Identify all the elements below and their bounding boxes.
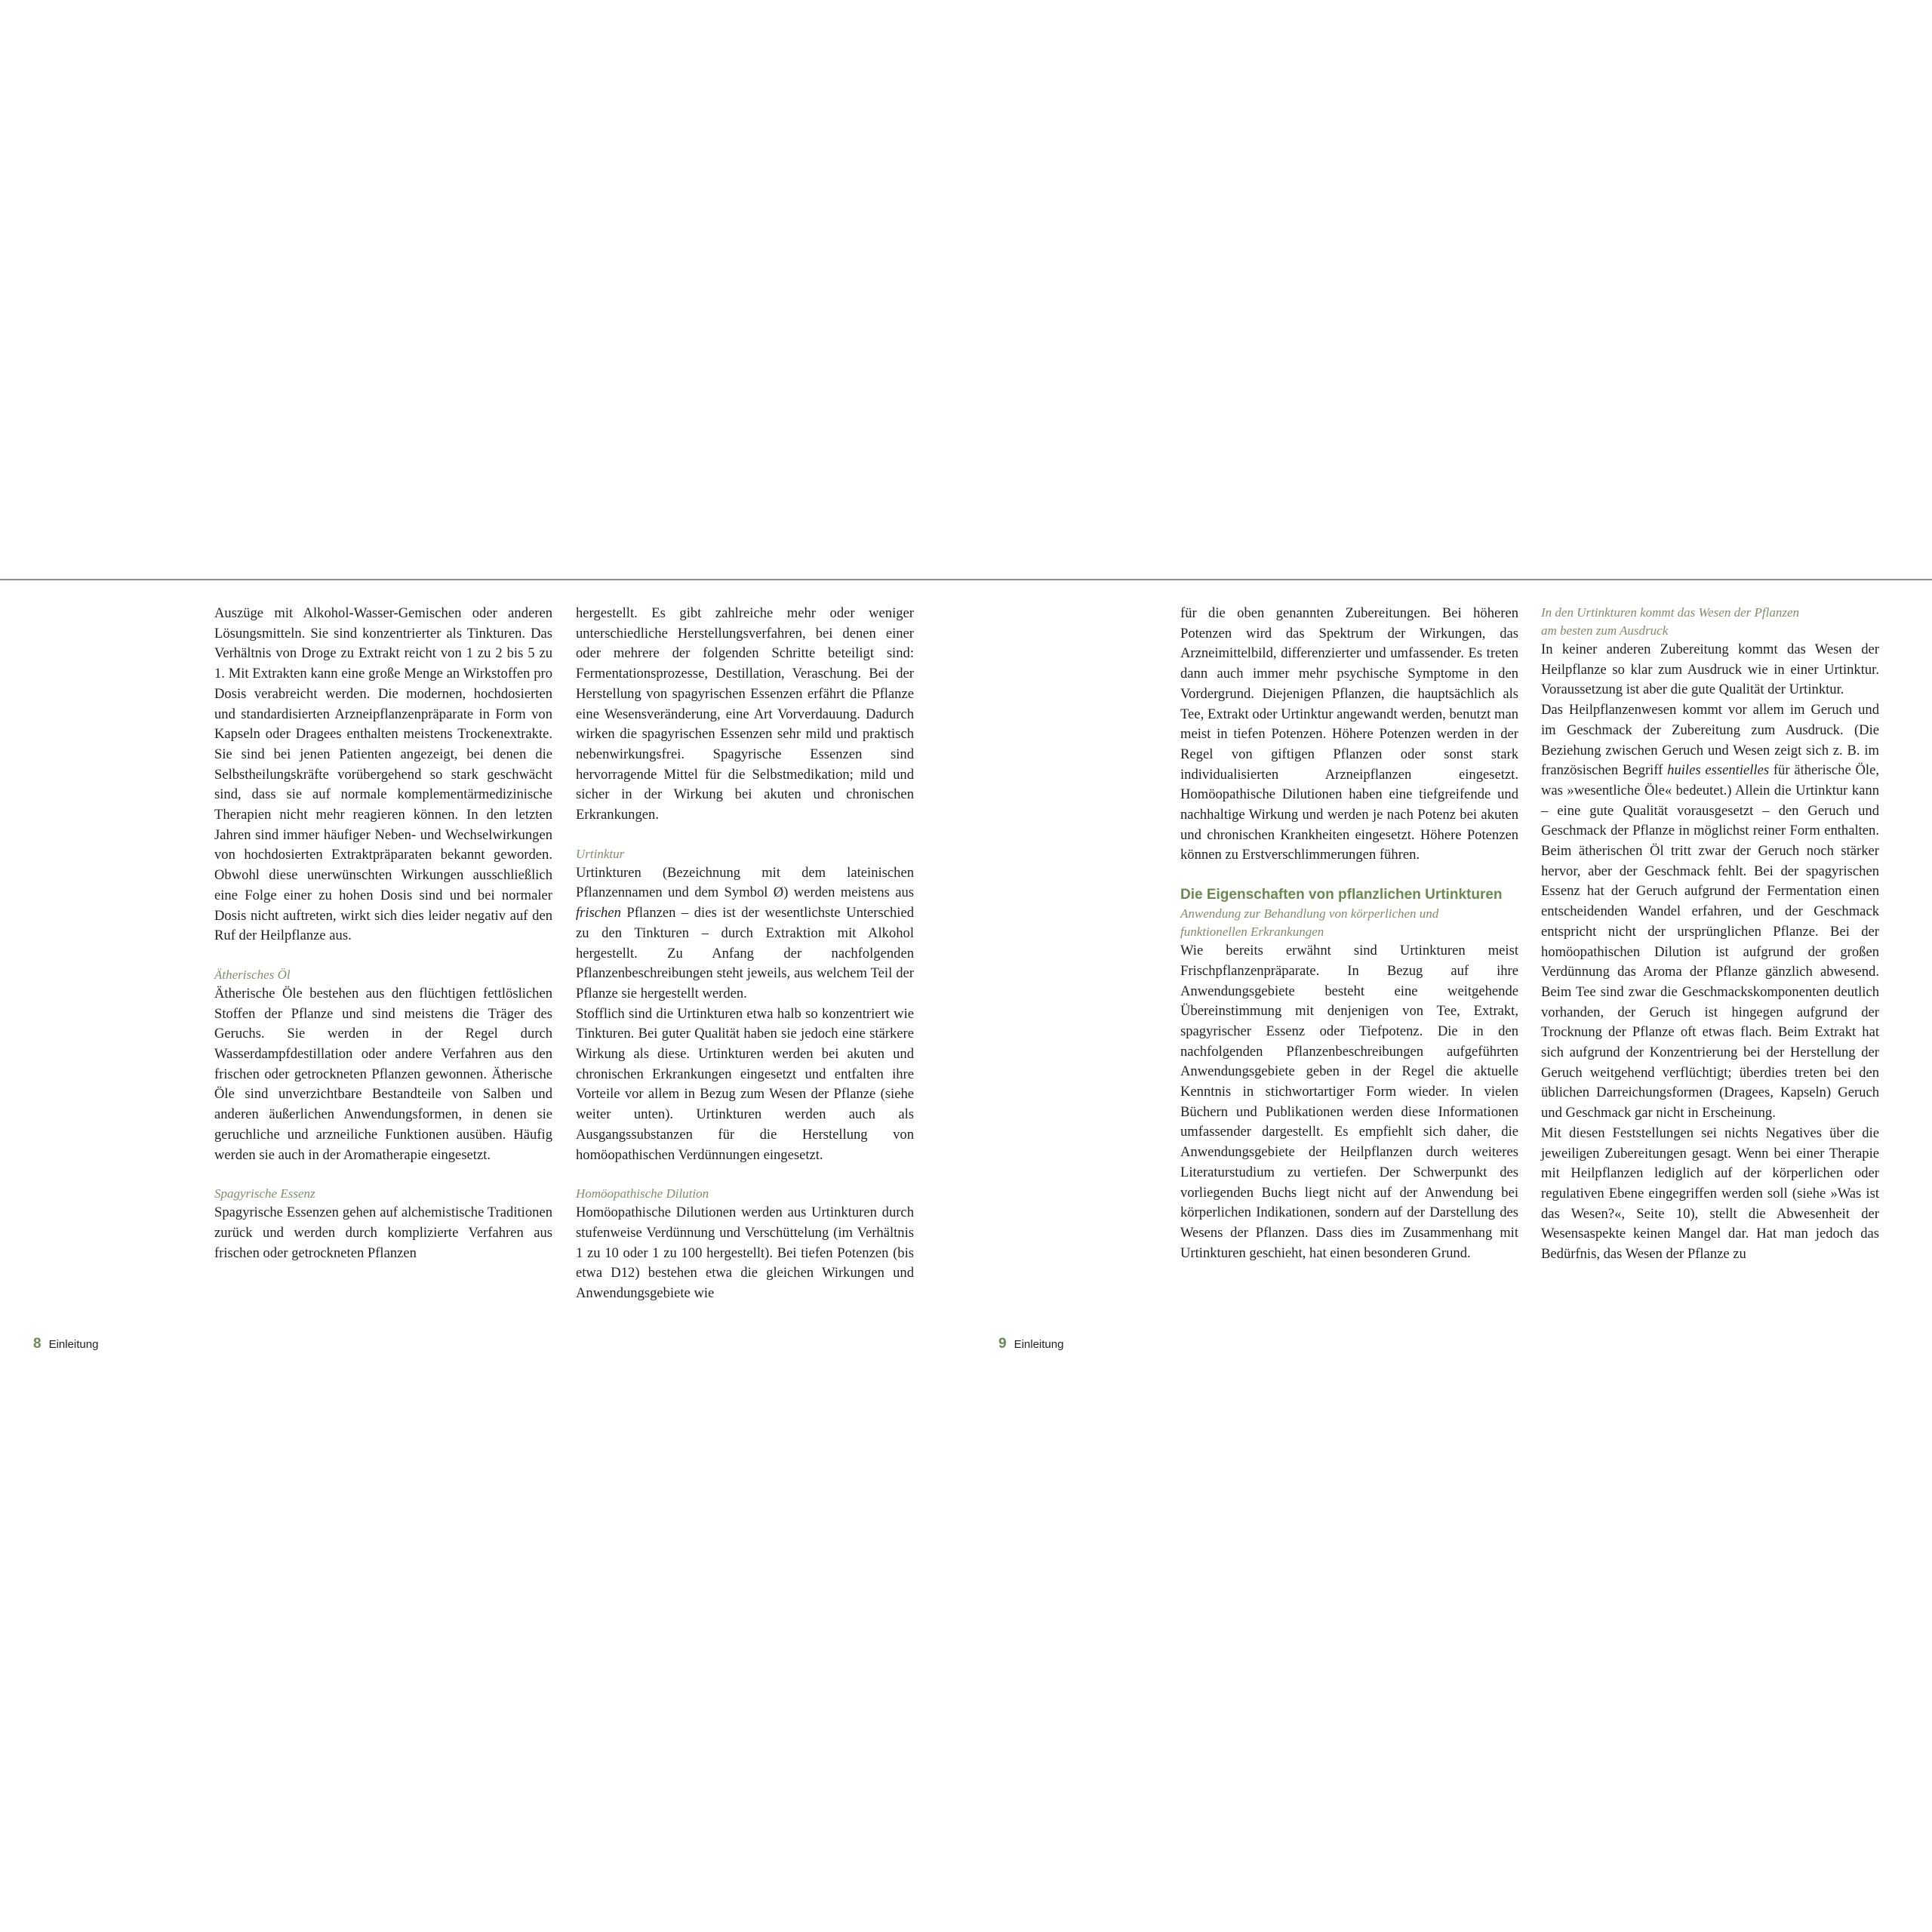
paragraph: Stofflich sind die Urtinkturen etwa halb so konzentriert wie Tinkturen. Bei guter Qualität haben sie jedoch eine stärkere Wirkung als diese. Urtinkturen werden bei akuten und chronischen Erkrankungen eingesetzt und entfalten ihre Vorteile vor allem in Bezug zum Wesen der Pflanze (siehe weiter unten). Urtinkturen werden auch als Ausgangssubstanzen für die Herstellung von homöopathischen Verdünnungen eingesetzt. (576, 1005, 914, 1163)
paragraph: Mit diesen Feststellungen sei nichts Negatives über die jeweiligen Zubereitungen gesagt. Wenn bei einer Therapie mit Heilpflanzen lediglich auf der körperlichen oder regulativen Ebene eingegriffen werden soll (siehe »Was ist das Wesen?«, Seite 10), stellt die Abwesenheit der Wesensaspekte keinen Mangel dar. Hat man jedoch das Bedürfnis, das Wesen der Pflanze zu (1541, 1124, 1879, 1263)
paragraph: Ätherische Öle bestehen aus den flüchtigen fettlöslichen Stoffen der Pflanze und sind meistens die Träger des Geruchs. Sie werden in der Regel durch Wasserdampfdestillation oder andere Verfahren aus den frischen oder getrockneten Pflanzen gewonnen. Ätherische Öle sind unverzichtbare Bestandteile von Salben und anderen äußerlichen Anwendungsformen, in denen sie geruchliche und arzneiliche Funktionen ausüben. Häufig werden sie auch in der Aromatherapie eingesetzt. (214, 985, 552, 1163)
paragraph: In keiner anderen Zubereitung kommt das Wesen der Heilpflanze so klar zum Ausdruck wie in einer Urtinktur. Voraussetzung ist aber die gute Qualität der Urtinktur. (1541, 641, 1879, 698)
subheading-line: am besten zum Ausdruck (1541, 623, 1669, 638)
page-number: 9 (998, 1336, 1007, 1352)
paragraph: Urtinkturen (Bezeichnung mit dem lateinischen Pflanzennamen und dem Symbol Ø) werden meistens aus frischen Pflanzen – dies ist der wesentlichste Unterschied zu den Tinkturen – durch Extraktion mit Alkohol hergestellt. Zu Anfang der nachfolgenden Pflanzenbeschreibungen steht jeweils, aus welchem Teil der Pflanze sie hergestellt werden. (576, 864, 914, 1001)
left-page-footer (33, 1337, 98, 1352)
page-number: 8 (33, 1336, 42, 1352)
right-page-column-2 (1541, 604, 1879, 1265)
subheading-urtinktur: Urtinktur (576, 846, 625, 861)
paragraph: Auszüge mit Alkohol-Wasser-Gemischen oder anderen Lösungsmitteln. Sie sind konzentrierter als Tinkturen. Das Verhältnis von Droge zu Extrakt reicht von 1 zu 2 bis 5 zu 1. Mit Extrakten kann eine große Menge an Wirkstoffen pro Dosis verabreicht werden. Die modernen, hochdosierten und standardisierten Arzneipflanzenpräparate in Form von Kapseln oder Dragees enthalten meistens Trockenextrakte. Sie sind bei jenen Patienten angezeigt, bei denen die Selbstheilungskräfte vorübergehend so stark geschwächt sind, dass sie auf normale komplementärmedizinische Therapien nicht mehr reagieren können. In den letzten Jahren sind immer häufiger Neben- und Wechselwirkungen von hochdosierten Extraktpräparaten bekannt geworden. Obwohl diese unerwünschten Wirkungen ausschließlich eine Folge einer zu hohen Dosis sind und bei normaler Dosis nicht auftreten, wirkt sich dies leider negativ auf den Ruf der Heilpflanze aus. (214, 605, 552, 944)
subheading-homoeopathische-dilution: Homöopathische Dilution (576, 1186, 709, 1201)
paragraph: für die oben genannten Zubereitungen. Bei höheren Potenzen wird das Spektrum der Wirkungen, das Arzneimittelbild, differenzierter und umfassender. Es treten dann auch immer mehr psychische Symptome in den Vordergrund. Diejenigen Pflanzen, die hauptsächlich als Tee, Extrakt oder Urtinktur angewandt werden, benutzt man meist in tiefen Potenzen. Höhere Potenzen werden in der Regel von giftigen Pflanzen oder sonst stark individualisierten Arzneipflanzen eingesetzt. Homöopathische Dilutionen haben eine tiefgreifende und nachhaltige Wirkung und werden je nach Potenz bei akuten und chronischen Krankheiten eingesetzt. Höhere Potenzen können zu Erstverschlimmerungen führen. (1180, 605, 1518, 863)
paragraph: Spagyrische Essenzen gehen auf alchemistische Traditionen zurück und werden durch komplizierte Verfahren aus frischen oder getrockneten Pflanzen (214, 1204, 552, 1261)
right-page-column-1 (1180, 604, 1518, 1263)
subheading-spagyrische-essenz: Spagyrische Essenz (214, 1186, 315, 1201)
paragraph: Das Heilpflanzenwesen kommt vor allem im Geruch und im Geschmack der Zubereitung zum Ausdruck. (Die Beziehung zwischen Geruch und Wesen zeigt sich z. B. im französischen Begriff huiles essentielles für ätherische Öle, was »wesentliche Öle« bedeutet.) Allein die Urtinktur kann – eine gute Qualität vorausgesetzt – den Geruch und Geschmack der Pflanze in möglichst reiner Form enthalten. Beim ätherischen Öl tritt zwar der Geruch noch stärker hervor, aber der Geschmack fehlt. Bei der spagyrischen Essenz hat der Geruch aufgrund der Fermentation einen entscheidenden Wandel erfahren, und der Geschmack entspricht nicht der ursprünglichen Pflanze. Bei der homöopathischen Dilution ist aufgrund der großen Verdünnung das Aroma der Pflanze gänzlich abwesend. Beim Tee sind zwar die Geschmackskomponenten deutlich vorhanden, der Geruch ist hingegen aufgrund der Trocknung der Pflanze oft etwas flach. Beim Extrakt hat sich aufgrund der Konzentrierung bei der Herstellung der Geruch weitgehend verflüchtigt; überdies treten bei den üblichen Darreichungsformen (Dragees, Kapseln) Geruch und Geschmack gar nicht in Erscheinung. (1541, 702, 1879, 1121)
paragraph: Wie bereits erwähnt sind Urtinkturen meist Frischpflanzenpräparate. In Bezug auf ihre Anwendungsgebiete besteht eine weitgehende Übereinstimmung mit denjenigen von Tee, Extrakt, spagyrischer Essenz oder Tiefpotenz. Die in den nachfolgenden Pflanzenbeschreibungen aufgeführten Anwendungsgebiete geben in der Regel die aktuelle Kenntnis in stichwortartiger Form wieder. In vielen Büchern und Publikationen werden diese Informationen umfassender dargestellt. Es empfiehlt sich daher, die Anwendungsgebiete der Heilpflanzen durch weiteres Literaturstudium zu vertiefen. Der Schwerpunkt des vorliegenden Buchs liegt nicht auf der Anwendung bei körperlichen Indikationen, sondern auf der Darstellung des Wesens der Pflanzen. Dass dies im Zusammenhang mit Urtinkturen geschieht, hat einen besonderen Grund. (1180, 943, 1518, 1261)
section-heading: Die Eigenschaften von pflanzlichen Urtinkturen (1180, 887, 1503, 903)
subheading-line: In den Urtinkturen kommt das Wesen der Pflanzen (1541, 605, 1799, 620)
subheading-line: Anwendung zur Behandlung von körperlichen und (1180, 906, 1439, 921)
left-page-column-1 (214, 604, 552, 1263)
paragraph: hergestellt. Es gibt zahlreiche mehr oder weniger unterschiedliche Herstellungsverfahren, bei denen einer oder mehrere der folgenden Schritte beteiligt sind: Fermentationsprozesse, Destillation, Veraschung. Bei der Herstellung von spagyrischen Essenzen erfährt die Pflanze eine Wesensveränderung, eine Art Vorverdauung. Dadurch wirken die spagyrischen Essenzen sehr mild und praktisch nebenwirkungsfrei. Spagyrische Essenzen sind hervorragende Mittel für die Selbstmedikation; mild und sicher in der Wirkung bei akuten und chronischen Erkrankungen. (576, 605, 914, 823)
paragraph: Homöopathische Dilutionen werden aus Urtinkturen durch stufenweise Verdünnung und Verschüttelung (im Verhältnis 1 zu 10 oder 1 zu 100 hergestellt). Bei tiefen Potenzen (bis etwa D12) bestehen etwa die gleichen Wirkungen und Anwendungsgebiete wie (576, 1204, 914, 1302)
running-title: Einleitung (48, 1338, 99, 1351)
right-page-footer (998, 1337, 1063, 1352)
running-title: Einleitung (1014, 1338, 1064, 1351)
top-rule (0, 579, 1932, 580)
subheading-aetherisches-oel: Ätherisches Öl (214, 967, 291, 982)
subheading-line: funktionellen Erkrankungen (1180, 924, 1324, 940)
left-page-column-2 (576, 604, 914, 1304)
